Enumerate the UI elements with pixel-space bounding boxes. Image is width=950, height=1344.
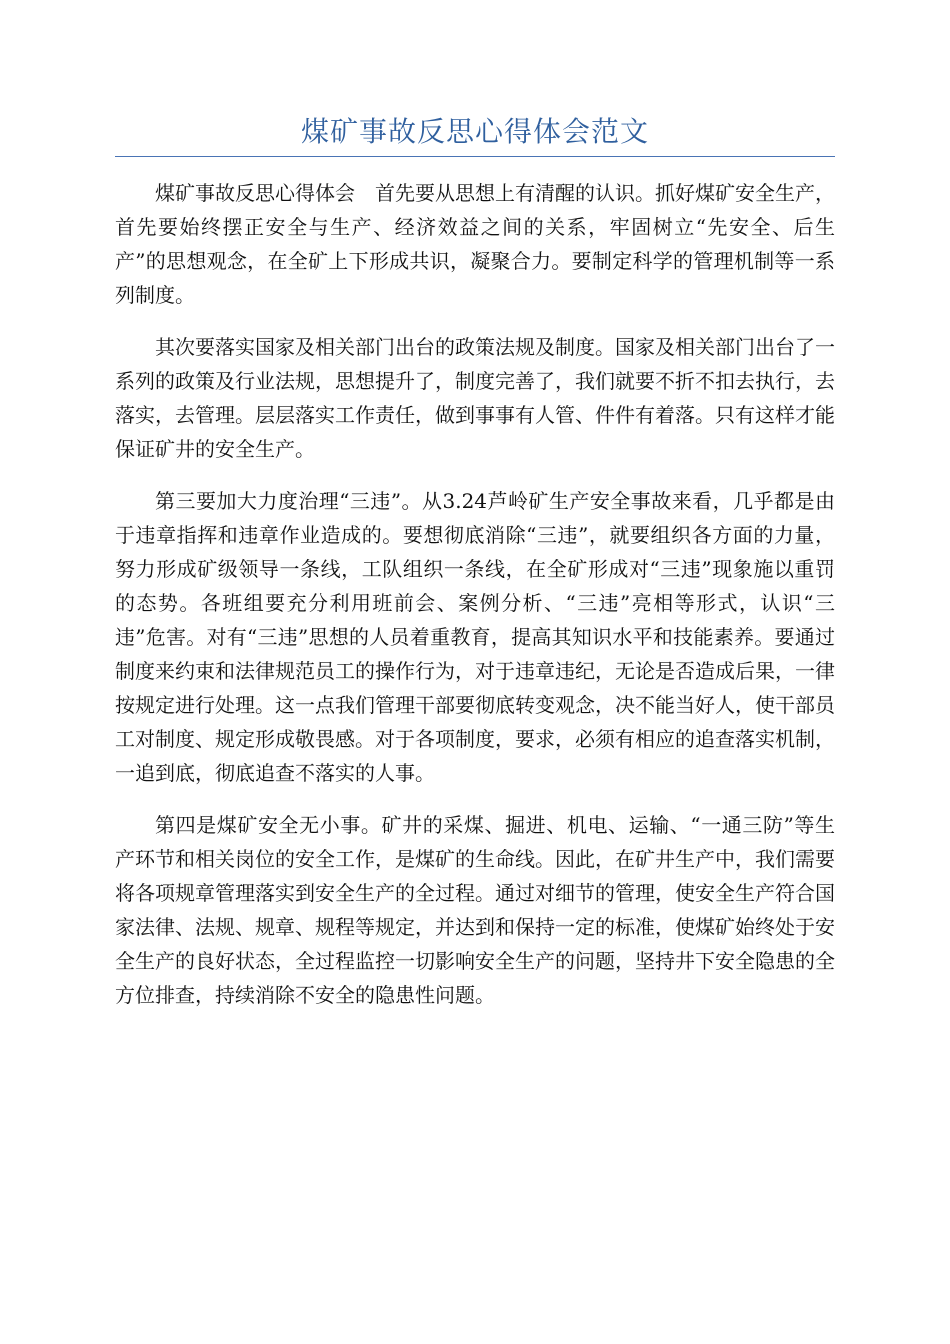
title-block — [115, 112, 835, 157]
paragraph-3: 第三要加大力度治理“三违”。从3.24芦岭矿生产安全事故来看，几乎都是由于违章指挥和违章作业造成的。要想彻底消除“三违”，就要组织各方面的力量，努力形成矿级领导一条线，工队组织一条线，在全矿形成对“三违”现象施以重罚的态势。各班组要充分利用班前会、案例分析、“三违”亮相等形式，认识“三违”危害。对有“三违”思想的人员着重教育，提高其知识水平和技能素养。要通过制度来约束和法律规范员工的操作行为，对于违章违纪，无论是否造成后果，一律按规定进行处理。这一点我们管理干部要彻底转变观念，决不能当好人，使干部员工对制度、规定形成敬畏感。对于各项制度，要求，必须有相应的追查落实机制，一追到底，彻底追查不落实的人事。 — [115, 489, 835, 785]
document-title: 煤矿事故反思心得体会范文 — [300, 115, 649, 148]
paragraph-1: 煤矿事故反思心得体会 首先要从思想上有清醒的认识。抓好煤矿安全生产，首先要始终摆正安全与生产、经济效益之间的关系，牢固树立“先安全、后生产”的思想观念，在全矿上下形成共识，凝聚合力。要制定科学的管理机制等一系列制度。 — [115, 181, 835, 307]
paragraph-2: 其次要落实国家及相关部门出台的政策法规及制度。国家及相关部门出台了一系列的政策及行业法规，思想提升了，制度完善了，我们就要不折不扣去执行，去落实，去管理。层层落实工作责任，做到事事有人管、件件有着落。只有这样才能保证矿井的安全生产。 — [115, 335, 835, 461]
document-body — [115, 176, 835, 1030]
paragraph-4: 第四是煤矿安全无小事。矿井的采煤、掘进、机电、运输、“一通三防”等生产环节和相关岗位的安全工作，是煤矿的生命线。因此，在矿井生产中，我们需要将各项规章管理落实到安全生产的全过程。通过对细节的管理，使安全生产符合国家法律、法规、规章、规程等规定，并达到和保持一定的标准，使煤矿始终处于安全生产的良好状态，全过程监控一切影响安全生产的问题，坚持井下安全隐患的全方位排查，持续消除不安全的隐患性问题。 — [115, 813, 835, 1007]
